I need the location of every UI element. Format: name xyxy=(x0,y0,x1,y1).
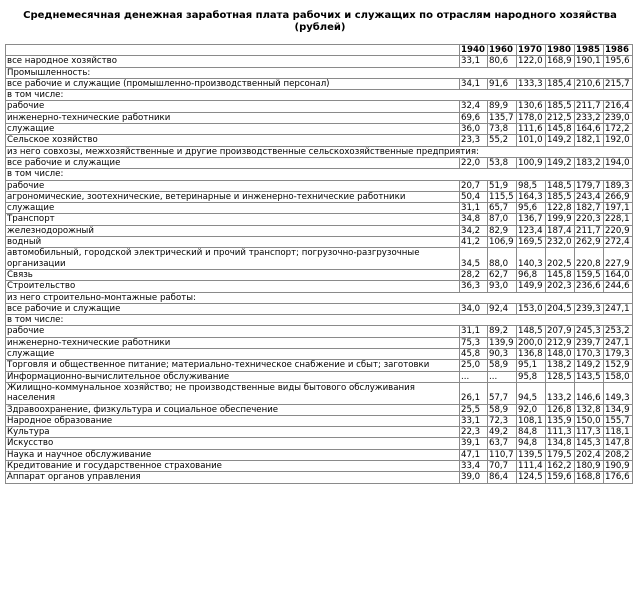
table-row xyxy=(6,135,633,146)
value-cell: 232,0 xyxy=(546,237,575,248)
table-row xyxy=(6,78,633,89)
value-cell: 22,3 xyxy=(460,427,488,438)
value-cell: 183,2 xyxy=(575,157,604,168)
value-cell: 117,3 xyxy=(575,427,604,438)
value-cell: 31,1 xyxy=(460,203,488,214)
value-cell: 179,7 xyxy=(575,180,604,191)
title-line-1: Среднемесячная денежная заработная плата рабочих и служащих по отраслям народного хозяйства xyxy=(23,10,617,21)
value-cell: 122,0 xyxy=(517,56,546,67)
row-label: служащие xyxy=(6,124,460,135)
header-row xyxy=(6,45,633,56)
row-label: инженерно-технические работники xyxy=(6,337,460,348)
row-label: Здравоохранение, физкультура и социальное обеспечение xyxy=(6,404,460,415)
value-cell: 49,2 xyxy=(488,427,517,438)
value-cell: 146,6 xyxy=(575,382,604,404)
value-cell: 233,2 xyxy=(575,112,604,123)
value-cell: 58,9 xyxy=(488,404,517,415)
value-cell: 94,5 xyxy=(517,382,546,404)
value-cell: 134,9 xyxy=(604,404,633,415)
value-cell: 133,2 xyxy=(546,382,575,404)
value-cell: 34,0 xyxy=(460,303,488,314)
value-cell: 243,4 xyxy=(575,191,604,202)
table-row xyxy=(6,404,633,415)
value-cell: 123,4 xyxy=(517,225,546,236)
value-cell: 211,7 xyxy=(575,101,604,112)
value-cell: 164,6 xyxy=(575,124,604,135)
value-cell: 168,9 xyxy=(546,56,575,67)
row-label: рабочие xyxy=(6,180,460,191)
value-cell: 33,1 xyxy=(460,415,488,426)
value-cell: 72,3 xyxy=(488,415,517,426)
row-label: рабочие xyxy=(6,101,460,112)
value-cell: 91,6 xyxy=(488,78,517,89)
table-row xyxy=(6,101,633,112)
table-row xyxy=(6,269,633,280)
value-cell: 220,9 xyxy=(604,225,633,236)
section-row xyxy=(6,146,633,157)
value-cell: 182,7 xyxy=(575,203,604,214)
value-cell: 195,6 xyxy=(604,56,633,67)
value-cell: 132,8 xyxy=(575,404,604,415)
value-cell: 28,2 xyxy=(460,269,488,280)
value-cell: 178,0 xyxy=(517,112,546,123)
value-cell: 110,7 xyxy=(488,449,517,460)
value-cell: 62,7 xyxy=(488,269,517,280)
value-cell: 148,0 xyxy=(546,349,575,360)
value-cell: 215,7 xyxy=(604,78,633,89)
value-cell: 98,5 xyxy=(517,180,546,191)
section-label: в том числе: xyxy=(6,315,633,326)
value-cell: 39,1 xyxy=(460,438,488,449)
document-title xyxy=(0,10,640,34)
value-cell: 164,3 xyxy=(517,191,546,202)
value-cell: 211,7 xyxy=(575,225,604,236)
table-row xyxy=(6,449,633,460)
value-cell: 70,7 xyxy=(488,460,517,471)
value-cell: 135,9 xyxy=(546,415,575,426)
value-cell: 147,8 xyxy=(604,438,633,449)
value-cell: 136,7 xyxy=(517,214,546,225)
value-cell: 90,3 xyxy=(488,349,517,360)
value-cell: 158,0 xyxy=(604,371,633,382)
row-label: инженерно-технические работники xyxy=(6,112,460,123)
table-row xyxy=(6,225,633,236)
value-cell: 210,6 xyxy=(575,78,604,89)
table-row xyxy=(6,337,633,348)
value-cell: 149,9 xyxy=(517,281,546,292)
value-cell: 149,2 xyxy=(575,360,604,371)
value-cell: 50,4 xyxy=(460,191,488,202)
value-cell: 89,2 xyxy=(488,326,517,337)
value-cell: 164,0 xyxy=(604,269,633,280)
value-cell: 204,5 xyxy=(546,303,575,314)
value-cell: 148,5 xyxy=(517,326,546,337)
value-cell: 149,2 xyxy=(546,157,575,168)
value-cell: 208,2 xyxy=(604,449,633,460)
value-cell: 239,0 xyxy=(604,112,633,123)
row-label: железнодорожный xyxy=(6,225,460,236)
value-cell: 245,3 xyxy=(575,326,604,337)
value-cell: 33,4 xyxy=(460,460,488,471)
value-cell: 199,9 xyxy=(546,214,575,225)
value-cell: 96,8 xyxy=(517,269,546,280)
value-cell: 73,8 xyxy=(488,124,517,135)
value-cell: 118,1 xyxy=(604,427,633,438)
row-label: все рабочие и служащие (промышленно-производственный персонал) xyxy=(6,78,460,89)
value-cell: 126,8 xyxy=(546,404,575,415)
value-cell: 266,9 xyxy=(604,191,633,202)
value-cell: 133,3 xyxy=(517,78,546,89)
value-cell: 148,5 xyxy=(546,180,575,191)
row-label: Кредитование и государственное страхование xyxy=(6,460,460,471)
value-cell: 41,2 xyxy=(460,237,488,248)
value-cell: 145,3 xyxy=(575,438,604,449)
value-cell: 192,0 xyxy=(604,135,633,146)
value-cell: 182,1 xyxy=(575,135,604,146)
row-label: рабочие xyxy=(6,326,460,337)
value-cell: 106,9 xyxy=(488,237,517,248)
row-label: Искусство xyxy=(6,438,460,449)
value-cell: 75,3 xyxy=(460,337,488,348)
value-cell: 145,8 xyxy=(546,269,575,280)
value-cell: 197,1 xyxy=(604,203,633,214)
value-cell: 115,5 xyxy=(488,191,517,202)
value-cell: 179,3 xyxy=(604,349,633,360)
value-cell: 55,2 xyxy=(488,135,517,146)
value-cell: 138,2 xyxy=(546,360,575,371)
value-cell: 31,1 xyxy=(460,326,488,337)
value-cell: 58,9 xyxy=(488,360,517,371)
value-cell: 88,0 xyxy=(488,248,517,270)
row-label: автомобильный, городской электрический и прочий транспорт; погрузочно-разгрузочные организации xyxy=(6,248,460,270)
value-cell: 65,7 xyxy=(488,203,517,214)
title-line-2: (рублей) xyxy=(294,22,346,33)
section-label: Промышленность: xyxy=(6,67,633,78)
value-cell: 227,9 xyxy=(604,248,633,270)
value-cell: 145,8 xyxy=(546,124,575,135)
section-row xyxy=(6,315,633,326)
value-cell: 108,1 xyxy=(517,415,546,426)
value-cell: 180,9 xyxy=(575,460,604,471)
value-cell: 124,5 xyxy=(517,472,546,483)
table-row xyxy=(6,214,633,225)
value-cell: 51,9 xyxy=(488,180,517,191)
value-cell: 111,4 xyxy=(517,460,546,471)
table-row xyxy=(6,427,633,438)
value-cell: 202,4 xyxy=(575,449,604,460)
value-cell: 247,1 xyxy=(604,303,633,314)
value-cell: 130,6 xyxy=(517,101,546,112)
value-cell: 189,3 xyxy=(604,180,633,191)
year-header: 1986 xyxy=(604,45,633,56)
value-cell: 244,6 xyxy=(604,281,633,292)
section-label: в том числе: xyxy=(6,90,633,101)
value-cell: 95,8 xyxy=(517,371,546,382)
value-cell: 170,3 xyxy=(575,349,604,360)
row-label: служащие xyxy=(6,203,460,214)
row-label: агрономические, зоотехнические, ветеринарные и инженерно-технические работники xyxy=(6,191,460,202)
value-cell: 155,7 xyxy=(604,415,633,426)
value-cell: 236,6 xyxy=(575,281,604,292)
value-cell: 207,9 xyxy=(546,326,575,337)
row-label: Информационно-вычислительное обслуживание xyxy=(6,371,460,382)
row-label: все рабочие и служащие xyxy=(6,303,460,314)
row-label: все народное хозяйство xyxy=(6,56,460,67)
row-label: Культура xyxy=(6,427,460,438)
section-row xyxy=(6,292,633,303)
value-cell: 69,6 xyxy=(460,112,488,123)
value-cell: 140,3 xyxy=(517,248,546,270)
table-row xyxy=(6,157,633,168)
row-label: Наука и научное обслуживание xyxy=(6,449,460,460)
value-cell: 212,5 xyxy=(546,112,575,123)
value-cell: 34,5 xyxy=(460,248,488,270)
row-label: Народное образование xyxy=(6,415,460,426)
row-label: Строительство xyxy=(6,281,460,292)
value-cell: 26,1 xyxy=(460,382,488,404)
value-cell: 111,3 xyxy=(546,427,575,438)
value-cell: 194,0 xyxy=(604,157,633,168)
table-row xyxy=(6,438,633,449)
value-cell: 87,0 xyxy=(488,214,517,225)
value-cell: 82,9 xyxy=(488,225,517,236)
value-cell: 169,5 xyxy=(517,237,546,248)
table-row xyxy=(6,248,633,270)
value-cell: 53,8 xyxy=(488,157,517,168)
value-cell: 172,2 xyxy=(604,124,633,135)
value-cell: 95,6 xyxy=(517,203,546,214)
value-cell: 190,9 xyxy=(604,460,633,471)
value-cell: 94,8 xyxy=(517,438,546,449)
value-cell: 149,3 xyxy=(604,382,633,404)
value-cell: 33,1 xyxy=(460,56,488,67)
table-row xyxy=(6,349,633,360)
value-cell: 202,5 xyxy=(546,248,575,270)
value-cell: 153,0 xyxy=(517,303,546,314)
section-row xyxy=(6,67,633,78)
value-cell: 272,4 xyxy=(604,237,633,248)
value-cell: 216,4 xyxy=(604,101,633,112)
value-cell: 135,7 xyxy=(488,112,517,123)
value-cell: 228,1 xyxy=(604,214,633,225)
table-row xyxy=(6,472,633,483)
value-cell: 136,8 xyxy=(517,349,546,360)
value-cell: 162,2 xyxy=(546,460,575,471)
value-cell: 128,5 xyxy=(546,371,575,382)
value-cell: 185,4 xyxy=(546,78,575,89)
table-row xyxy=(6,112,633,123)
value-cell: 101,0 xyxy=(517,135,546,146)
table-row xyxy=(6,180,633,191)
table-row xyxy=(6,203,633,214)
year-header: 1960 xyxy=(488,45,517,56)
value-cell: 220,3 xyxy=(575,214,604,225)
value-cell: 159,5 xyxy=(575,269,604,280)
row-label: Аппарат органов управления xyxy=(6,472,460,483)
section-label: из него совхозы, межхозяйственные и другие производственные сельскохозяйственные предприятия: xyxy=(6,146,633,157)
value-cell: 150,0 xyxy=(575,415,604,426)
value-cell: 34,2 xyxy=(460,225,488,236)
value-cell: 262,9 xyxy=(575,237,604,248)
value-cell: 239,7 xyxy=(575,337,604,348)
value-cell: 63,7 xyxy=(488,438,517,449)
section-label: из него строительно-монтажные работы: xyxy=(6,292,633,303)
row-label: Связь xyxy=(6,269,460,280)
value-cell: 32,4 xyxy=(460,101,488,112)
value-cell: 139,5 xyxy=(517,449,546,460)
table-row xyxy=(6,191,633,202)
value-cell: 139,9 xyxy=(488,337,517,348)
value-cell: 149,2 xyxy=(546,135,575,146)
value-cell: 152,9 xyxy=(604,360,633,371)
value-cell: 190,1 xyxy=(575,56,604,67)
table-row xyxy=(6,303,633,314)
value-cell: 36,0 xyxy=(460,124,488,135)
table-body xyxy=(6,56,633,483)
value-cell: 122,8 xyxy=(546,203,575,214)
value-cell: 100,9 xyxy=(517,157,546,168)
row-label: служащие xyxy=(6,349,460,360)
value-cell: 89,9 xyxy=(488,101,517,112)
value-cell: 45,8 xyxy=(460,349,488,360)
value-cell: 247,1 xyxy=(604,337,633,348)
table-row xyxy=(6,56,633,67)
table-row xyxy=(6,326,633,337)
value-cell: 92,0 xyxy=(517,404,546,415)
value-cell: 36,3 xyxy=(460,281,488,292)
year-header: 1940 xyxy=(460,45,488,56)
row-label: водный xyxy=(6,237,460,248)
value-cell: 80,6 xyxy=(488,56,517,67)
row-label: Жилищно-коммунальное хозяйство; не производственные виды бытового обслуживания населения xyxy=(6,382,460,404)
value-cell: 168,8 xyxy=(575,472,604,483)
value-cell: 57,7 xyxy=(488,382,517,404)
value-cell: ... xyxy=(488,371,517,382)
section-row xyxy=(6,169,633,180)
table-row xyxy=(6,360,633,371)
table-row xyxy=(6,382,633,404)
value-cell: 93,0 xyxy=(488,281,517,292)
row-label: Торговля и общественное питание; материально-техническое снабжение и сбыт; заготовки xyxy=(6,360,460,371)
value-cell: 25,5 xyxy=(460,404,488,415)
value-cell: ... xyxy=(460,371,488,382)
value-cell: 239,3 xyxy=(575,303,604,314)
value-cell: 47,1 xyxy=(460,449,488,460)
value-cell: 212,9 xyxy=(546,337,575,348)
value-cell: 179,5 xyxy=(546,449,575,460)
table-row xyxy=(6,415,633,426)
value-cell: 20,7 xyxy=(460,180,488,191)
section-row xyxy=(6,90,633,101)
value-cell: 185,5 xyxy=(546,101,575,112)
value-cell: 159,6 xyxy=(546,472,575,483)
year-header: 1970 xyxy=(517,45,546,56)
value-cell: 86,4 xyxy=(488,472,517,483)
value-cell: 34,8 xyxy=(460,214,488,225)
value-cell: 111,6 xyxy=(517,124,546,135)
value-cell: 92,4 xyxy=(488,303,517,314)
wages-table xyxy=(5,44,633,484)
value-cell: 22,0 xyxy=(460,157,488,168)
value-cell: 134,8 xyxy=(546,438,575,449)
header-label-cell xyxy=(6,45,460,56)
value-cell: 220,8 xyxy=(575,248,604,270)
table-row xyxy=(6,371,633,382)
value-cell: 200,0 xyxy=(517,337,546,348)
value-cell: 143,5 xyxy=(575,371,604,382)
year-header: 1980 xyxy=(546,45,575,56)
value-cell: 95,1 xyxy=(517,360,546,371)
section-label: в том числе: xyxy=(6,169,633,180)
table-row xyxy=(6,281,633,292)
value-cell: 202,3 xyxy=(546,281,575,292)
value-cell: 187,4 xyxy=(546,225,575,236)
table-row xyxy=(6,237,633,248)
row-label: Сельское хозяйство xyxy=(6,135,460,146)
value-cell: 84,8 xyxy=(517,427,546,438)
year-header: 1985 xyxy=(575,45,604,56)
table-row xyxy=(6,460,633,471)
table-row xyxy=(6,124,633,135)
value-cell: 176,6 xyxy=(604,472,633,483)
value-cell: 25,0 xyxy=(460,360,488,371)
value-cell: 185,5 xyxy=(546,191,575,202)
value-cell: 253,2 xyxy=(604,326,633,337)
value-cell: 34,1 xyxy=(460,78,488,89)
row-label: Транспорт xyxy=(6,214,460,225)
value-cell: 23,3 xyxy=(460,135,488,146)
row-label: все рабочие и служащие xyxy=(6,157,460,168)
value-cell: 39,0 xyxy=(460,472,488,483)
